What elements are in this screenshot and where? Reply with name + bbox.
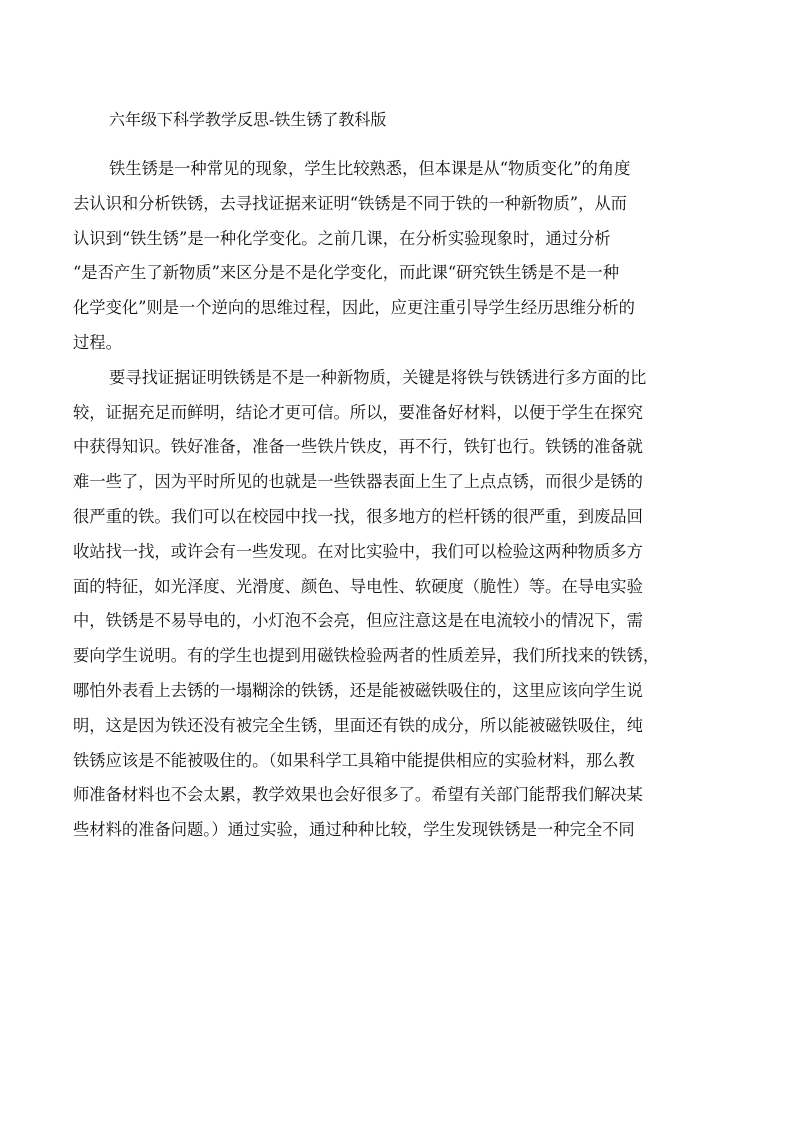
text-line: 难一些了，因为平时所见的也就是一些铁器表面上生了上点点锈，而很少是锈的	[73, 472, 643, 492]
paragraph-1	[73, 152, 725, 361]
document-body	[73, 152, 725, 848]
text-line: 要寻找证据证明铁锈是不是一种新物质，关键是将铁与铁锈进行多方面的比	[109, 367, 647, 387]
paragraph-2	[73, 361, 725, 848]
text-line: 化学变化”则是一个逆向的思维过程，因此，应更注重引导学生经历思维分析的	[73, 298, 635, 318]
text-line: 很严重的铁。我们可以在校园中找一找，很多地方的栏杆锈的很严重，到废品回	[73, 506, 643, 526]
text-line: 要向学生说明。有的学生也提到用磁铁检验两者的性质差异，我们所找来的铁锈，	[73, 646, 660, 666]
text-line: 过程。	[73, 332, 122, 352]
text-line: 中，铁锈是不易导电的，小灯泡不会亮，但应注意这是在电流较小的情况下，需	[73, 611, 643, 631]
text-line: 铁锈应该是不能被吸住的。（如果科学工具箱中能提供相应的实验材料，那么教	[73, 750, 635, 770]
text-line: 铁生锈是一种常见的现象，学生比较熟悉，但本课是从“物质变化”的角度	[109, 159, 631, 178]
text-line: 些材料的准备问题。）通过实验，通过种种比较，学生发现铁锈是一种完全不同	[73, 820, 635, 840]
text-line: 认识到“铁生锈”是一种化学变化。之前几课，在分析实验现象时，通过分析	[73, 228, 611, 248]
text-line: 面的特征，如光泽度、光滑度、颜色、导电性、软硬度（脆性）等。在导电实验	[73, 576, 643, 596]
text-line: 明，这是因为铁还没有被完全生锈，里面还有铁的成分，所以能被磁铁吸住，纯	[73, 715, 643, 735]
text-line: 去认识和分析铁锈，去寻找证据来证明“铁锈是不同于铁的一种新物质”，从而	[73, 193, 627, 213]
text-line: 中获得知识。铁好准备，准备一些铁片铁皮，再不行，铁钉也行。铁锈的准备就	[73, 437, 643, 457]
text-line: “是否产生了新物质”来区分是不是化学变化，而此课“研究铁生锈是不是一种	[73, 263, 619, 283]
text-line: 师准备材料也不会太累，教学效果也会好很多了。希望有关部门能帮我们解决某	[73, 785, 643, 805]
text-line: 哪怕外表看上去锈的一塌糊涂的铁锈，还是能被磁铁吸住的，这里应该向学生说	[73, 680, 643, 700]
document-title: 六年级下科学教学反思-铁生锈了教科版	[109, 110, 387, 129]
text-line: 较，证据充足而鲜明，结论才更可信。所以，要准备好材料，以便于学生在探究	[73, 402, 643, 422]
text-line: 收站找一找，或许会有一些发现。在对比实验中，我们可以检验这两种物质多方	[73, 541, 643, 561]
